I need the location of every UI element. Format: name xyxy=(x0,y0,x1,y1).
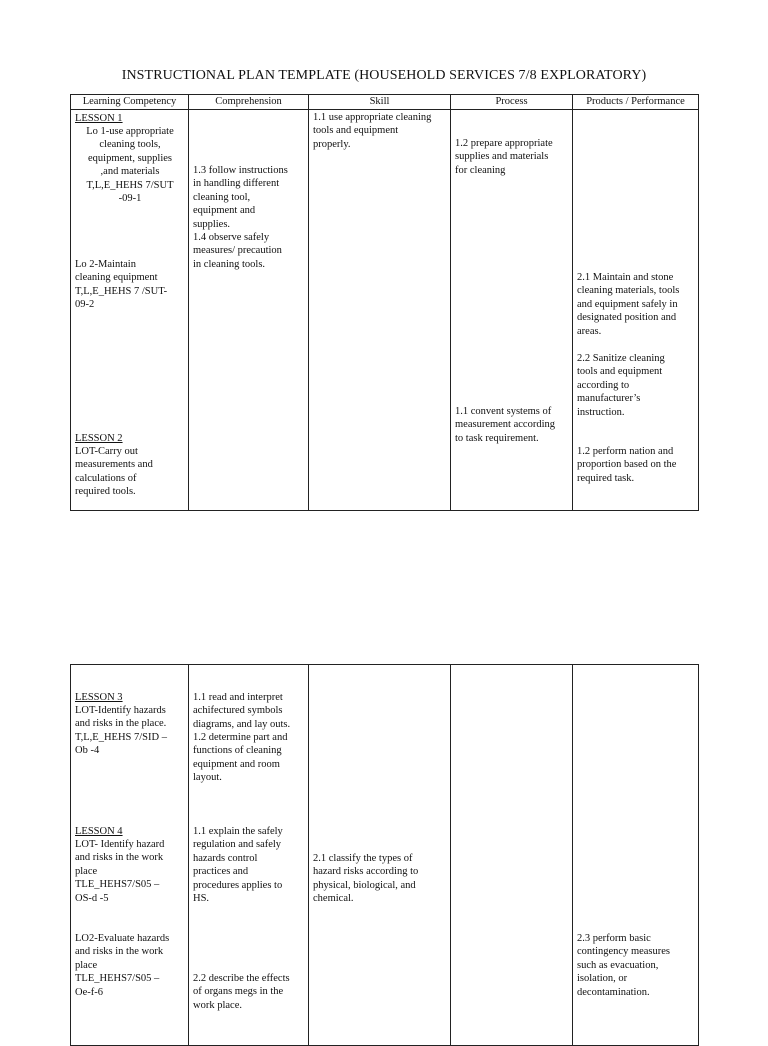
comprehension-1-1: 1.1 read and interpret achifectured symbols diagrams, and lay outs. xyxy=(193,692,291,730)
lo2-evaluate-hazards-competency: LO2-Evaluate hazards and risks in the work place TLE_HEHS7/S05 – Oe-f-6 xyxy=(75,933,170,998)
lo2-competency: Lo 2-Maintain cleaning equipment T,L,E_HEHS 7 /SUT- 09-2 xyxy=(75,259,168,311)
lesson-2-heading: LESSON 2 xyxy=(75,433,123,444)
header-comprehension: Comprehension xyxy=(189,95,309,110)
process-1-2: 1.2 prepare appropriate supplies and materials for cleaning xyxy=(455,138,553,176)
lesson-1-heading: LESSON 1 xyxy=(75,113,123,124)
instructional-plan-table-2 xyxy=(70,664,699,1046)
product-2-2: 2.2 Sanitize cleaning tools and equipment according to manufacturer’s instruction. xyxy=(577,353,665,418)
products-performance-cell xyxy=(573,110,699,511)
comprehension-2-2: 2.2 describe the effects of organs megs in the work place. xyxy=(193,973,290,1011)
comprehension-1-2: 1.2 determine part and functions of cleaning equipment and room layout. xyxy=(193,732,288,784)
product-1-2: 1.2 perform nation and proportion based on the required task. xyxy=(577,446,677,484)
learning-competency-cell xyxy=(71,110,189,511)
document-title: INSTRUCTIONAL PLAN TEMPLATE (HOUSEHOLD SERVICES 7/8 EXPLORATORY) xyxy=(121,68,647,83)
products-performance-cell xyxy=(573,665,699,1046)
table-row xyxy=(71,665,699,1046)
lo1-competency: Lo 1-use appropriate cleaning tools, equipment, supplies ,and materials T,L,E_HEHS 7/SUT -09-1 xyxy=(86,126,174,205)
lot-measurements-competency: LOT-Carry out measurements and calculations of required tools. xyxy=(75,446,153,498)
header-skill: Skill xyxy=(309,95,451,110)
header-products-performance: Products / Performance xyxy=(573,95,699,110)
lesson-4-heading: LESSON 4 xyxy=(75,826,123,837)
lot-hazard-work-place-competency: LOT- Identify hazard and risks in the work place TLE_HEHS7/S05 – OS-d -5 xyxy=(75,839,165,904)
product-2-1: 2.1 Maintain and stone cleaning materials, tools and equipment safely in designated position and areas. xyxy=(577,272,680,337)
header-process: Process xyxy=(451,95,573,110)
process-cell xyxy=(451,110,573,511)
skill-cell xyxy=(309,665,451,1046)
skill-2-1: 2.1 classify the types of hazard risks according to physical, biological, and chemical. xyxy=(313,853,419,905)
comprehension-1-4: 1.4 observe safely measures/ precaution in cleaning tools. xyxy=(193,232,282,270)
instructional-plan-table-1 xyxy=(70,94,699,511)
header-learning-competency: Learning Competency xyxy=(71,95,189,110)
skill-cell xyxy=(309,110,451,511)
comprehension-1-1-safety: 1.1 explain the safely regulation and safely hazards control practices and procedures applies to HS. xyxy=(193,826,283,905)
skill-1-1: 1.1 use appropriate cleaning tools and equipment properly. xyxy=(313,112,432,150)
comprehension-cell xyxy=(189,665,309,1046)
table-row xyxy=(71,110,699,511)
learning-competency-cell xyxy=(71,665,189,1046)
lesson-3-heading: LESSON 3 xyxy=(75,692,123,703)
process-cell xyxy=(451,665,573,1046)
process-1-1: 1.1 convent systems of measurement according to task requirement. xyxy=(455,406,555,444)
product-2-3: 2.3 perform basic contingency measures such as evacuation, isolation, or decontamination. xyxy=(577,933,671,998)
comprehension-cell xyxy=(189,110,309,511)
table-header-row xyxy=(71,95,699,110)
lot-identify-hazards-competency: LOT-Identify hazards and risks in the place. T,L,E_HEHS 7/SID – Ob -4 xyxy=(75,705,167,757)
comprehension-1-3: 1.3 follow instructions in handling different cleaning tool, equipment and supplies. xyxy=(193,165,288,230)
